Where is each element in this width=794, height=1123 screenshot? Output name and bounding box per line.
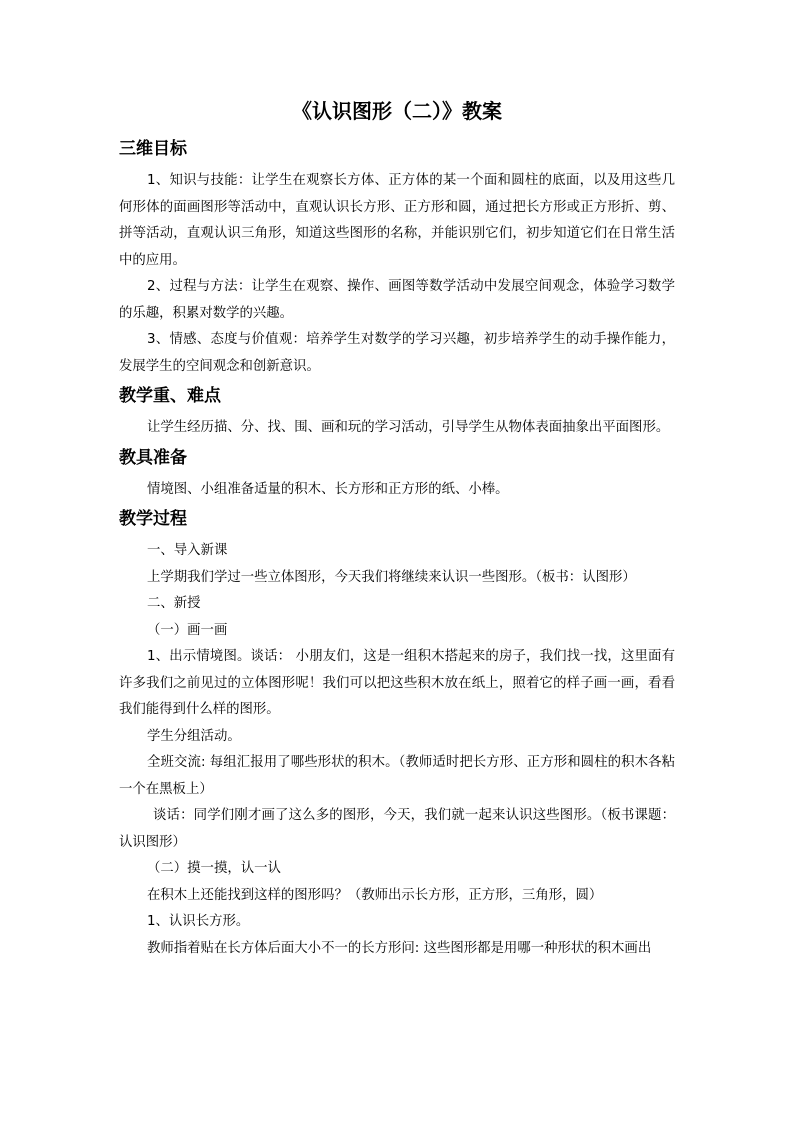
heading-process: 教学过程	[119, 509, 187, 529]
heading-keypoints: 教学重、难点	[119, 386, 221, 406]
process-intro-heading: 一、导入新课	[147, 543, 228, 558]
materials-paragraph: 情境图、小组准备适量的积木、长方形和正方形的纸、小棒。	[147, 481, 509, 497]
process-rectangle-paragraph: 教师指着贴在长方体后面大小不一的长方形问: 这些图形都是用哪一种形状的积木画出	[147, 940, 652, 956]
goals-knowledge-paragraph: 1、知识与技能：让学生在观察长方体、正方体的某一个面和圆柱的底面，以及用这些几何形体的面画图形等活动中，直观认识长方形、正方形和圆，通过把长方形或正方形折、剪、拼等活动，直观认识三角形，知道这些图形的名称，并能识别它们，初步知道它们在日常生活中的应用。	[119, 173, 675, 268]
process-touch-subheading: （二）摸一摸，认一认	[147, 861, 281, 876]
heading-goals: 三维目标	[119, 139, 187, 159]
process-group-activity: 学生分组活动。	[147, 728, 241, 744]
process-rectangle-heading: 1、认识长方形。	[147, 914, 250, 929]
document-body	[119, 136, 675, 962]
keypoints-paragraph: 让学生经历描、分、找、围、画和玩的学习活动，引导学生从物体表面抽象出平面图形。	[147, 420, 670, 435]
process-intro-paragraph: 上学期我们学过一些立体图形，今天我们将继续来认识一些图形。（板书：认图形）	[147, 569, 636, 585]
process-talk-paragraph: 谈话：同学们刚才画了这么多的图形，今天，我们就一起来认识这些图形。（板书课题：认识图形）	[119, 808, 675, 850]
heading-materials: 教具准备	[119, 447, 187, 468]
process-draw-subheading: （一）画一画	[147, 622, 228, 638]
process-find-shapes-paragraph: 在积木上还能找到这样的图形吗？（教师出示长方形，正方形，三角形，圆）	[147, 887, 603, 903]
process-scene-paragraph: 1、出示情境图。谈话： 小朋友们，这是一组积木搭起来的房子，我们找一找，这里面有许多我们之前见过的立体图形呢！我们可以把这些积木放在纸上，照着它的样子画一画，看看我们能得到什么样的图形。	[119, 649, 675, 717]
process-class-share-paragraph: 全班交流: 每组汇报用了哪些形状的积木。（教师适时把长方形、正方形和圆柱的积木各粘一个在黑板上）	[119, 755, 675, 797]
goals-attitude-paragraph: 3、情感、态度与价值观：培养学生对数学的学习兴趣，初步培养学生的动手操作能力，发展学生的空间观念和创新意识。	[119, 332, 675, 374]
goals-process-paragraph: 2、过程与方法：让学生在观察、操作、画图等数学活动中发展空间观念，体验学习数学的乐趣，积累对数学的兴趣。	[119, 279, 675, 321]
document-title: 《认识图形（二）》教案	[292, 99, 502, 123]
process-new-lesson-heading: 二、新授	[147, 596, 201, 611]
